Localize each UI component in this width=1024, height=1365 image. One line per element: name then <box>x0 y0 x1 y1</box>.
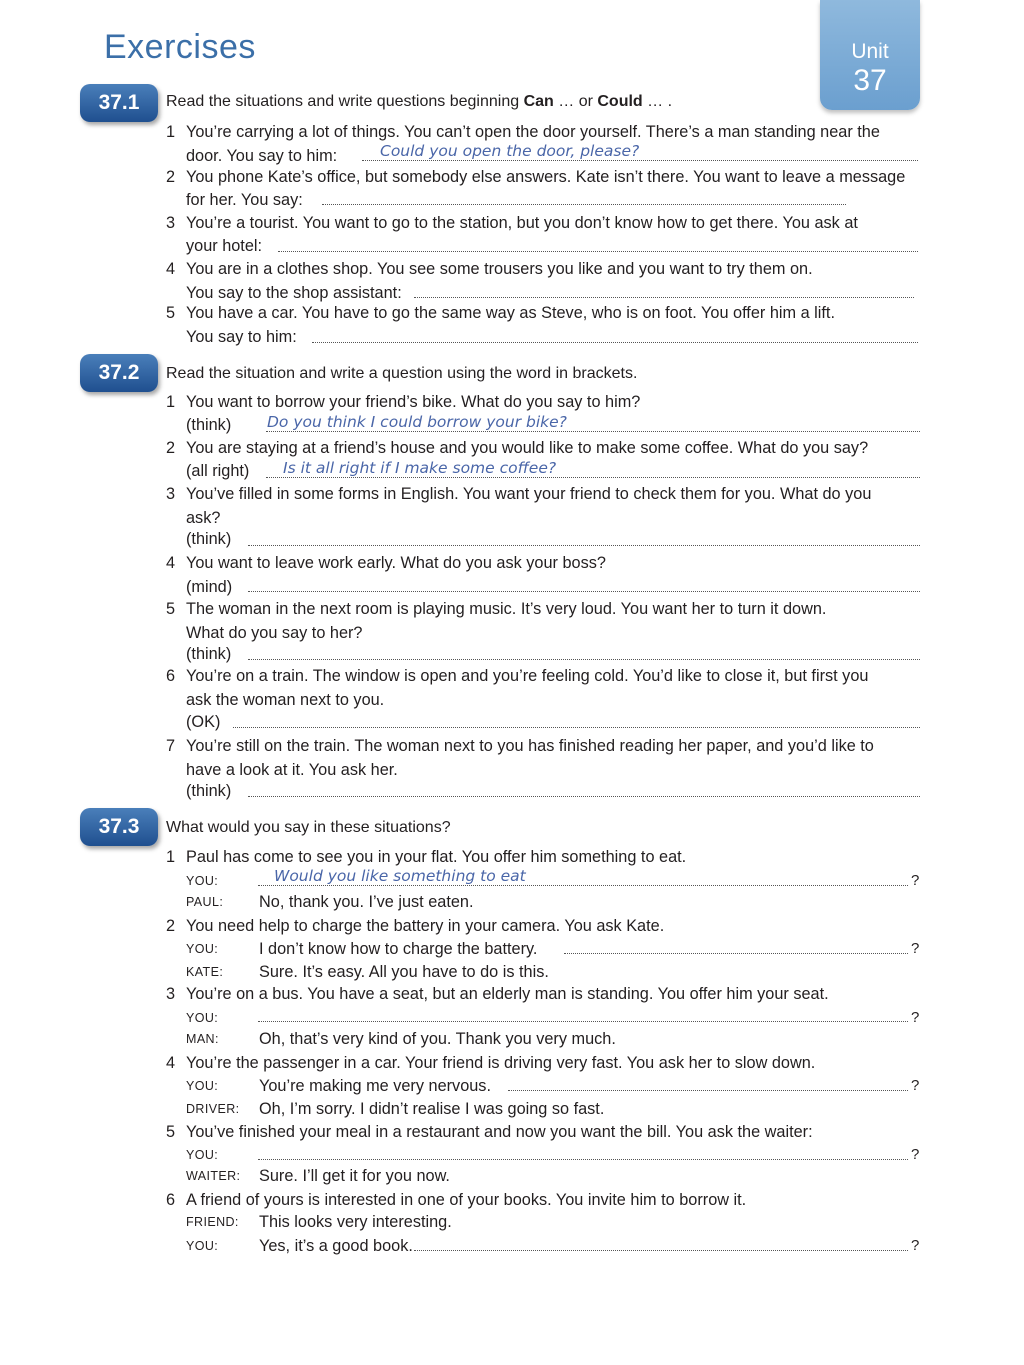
speaker-label: FRIEND: <box>186 1215 239 1229</box>
item-text: You’ve finished your meal in a restaurant and now you want the bill. You ask the waiter: <box>186 1123 813 1141</box>
bracket-word: (think) <box>186 782 232 800</box>
item-text: The woman in the next room is playing music. It’s very loud. You want her to turn it down. <box>186 600 827 618</box>
item-number: 5 <box>166 1123 176 1141</box>
item-number: 2 <box>166 168 176 186</box>
item-text: You’re still on the train. The woman next to you has finished reading her paper, and you’d like to <box>186 737 874 755</box>
item-number: 1 <box>166 123 176 141</box>
item-text: You phone Kate’s office, but somebody else answers. Kate isn’t there. You want to leave a message <box>186 168 906 186</box>
bracket-word: (think) <box>186 530 232 548</box>
answer-line[interactable] <box>248 659 920 660</box>
item-number: 5 <box>166 600 176 618</box>
item-text: You want to borrow your friend’s bike. What do you say to him? <box>186 393 641 411</box>
speaker-label: PAUL: <box>186 895 224 909</box>
item-text: You’re on a bus. You have a seat, but an elderly man is standing. You offer him your seat. <box>186 985 829 1003</box>
item-number: 4 <box>166 1054 176 1072</box>
exercise-instruction: Read the situation and write a question using the word in brackets. <box>166 365 638 382</box>
item-text: Paul has come to see you in your flat. You offer him something to eat. <box>186 848 687 866</box>
answer-line[interactable] <box>278 251 918 252</box>
question-mark: ? <box>911 872 920 889</box>
answer-line[interactable] <box>258 1021 908 1022</box>
bracket-word: (OK) <box>186 713 221 731</box>
answer-line[interactable] <box>266 431 920 432</box>
question-mark: ? <box>911 1237 920 1254</box>
question-mark: ? <box>911 1146 920 1163</box>
item-text: door. You say to him: <box>186 147 338 165</box>
item-number: 3 <box>166 485 176 503</box>
item-text: You’re carrying a lot of things. You can’t open the door yourself. There’s a man standing near the <box>186 123 880 141</box>
dialogue-line: This looks very interesting. <box>259 1213 452 1231</box>
question-mark: ? <box>911 1077 920 1094</box>
unit-number: 37 <box>853 64 887 97</box>
bracket-word: (think) <box>186 645 232 663</box>
instruction-text: … or <box>553 93 598 110</box>
item-number: 1 <box>166 848 176 866</box>
question-mark: ? <box>911 940 920 957</box>
dialogue-line: Sure. It’s easy. All you have to do is this. <box>259 963 549 981</box>
speaker-label: YOU: <box>186 874 219 888</box>
answer-line[interactable] <box>248 591 920 592</box>
answer-line[interactable] <box>248 796 920 797</box>
item-number: 4 <box>166 554 176 572</box>
item-text: You’re on a train. The window is open and you’re feeling cold. You’d like to close it, but first you <box>186 667 869 685</box>
speaker-label: DRIVER: <box>186 1102 240 1116</box>
item-number: 2 <box>166 439 176 457</box>
speaker-label: YOU: <box>186 1148 219 1162</box>
item-text: You want to leave work early. What do you ask your boss? <box>186 554 606 572</box>
item-text: your hotel: <box>186 237 263 255</box>
sample-answer: Would you like something to eat <box>274 867 526 885</box>
instruction-bold-can: Can <box>523 93 554 110</box>
item-number: 1 <box>166 393 176 411</box>
speaker-label: YOU: <box>186 1011 219 1025</box>
item-text: You say to the shop assistant: <box>186 284 402 302</box>
dialogue-line: Oh, I’m sorry. I didn’t realise I was going so fast. <box>259 1100 605 1118</box>
instruction-text: Read the situations and write questions beginning <box>166 93 524 110</box>
answer-line[interactable] <box>414 297 914 298</box>
answer-line[interactable] <box>312 342 918 343</box>
item-text: for her. You say: <box>186 191 303 209</box>
exercise-badge-37-3: 37.3 <box>80 808 158 846</box>
answer-line[interactable] <box>258 885 908 886</box>
answer-line[interactable] <box>248 545 920 546</box>
dialogue-line: I don’t know how to charge the battery. <box>259 940 538 958</box>
instruction-text: … . <box>642 93 673 110</box>
sample-answer: Is it all right if I make some coffee? <box>283 459 557 477</box>
item-number: 3 <box>166 985 176 1003</box>
speaker-label: WAITER: <box>186 1169 241 1183</box>
dialogue-line: You’re making me very nervous. <box>259 1077 491 1095</box>
item-text: You’ve filled in some forms in English. You want your friend to check them for you. What do you <box>186 485 872 503</box>
exercise-badge-37-1: 37.1 <box>80 84 158 122</box>
unit-label: Unit <box>851 40 889 63</box>
speaker-label: YOU: <box>186 942 219 956</box>
exercise-instruction <box>166 93 672 111</box>
item-text: You say to him: <box>186 328 297 346</box>
dialogue-line: Sure. I’ll get it for you now. <box>259 1167 450 1185</box>
page-title: Exercises <box>104 28 256 66</box>
sample-answer: Do you think I could borrow your bike? <box>267 413 567 431</box>
speaker-label: YOU: <box>186 1239 219 1253</box>
item-number: 6 <box>166 667 176 685</box>
exercise-badge-37-2: 37.2 <box>80 354 158 392</box>
item-text: You need help to charge the battery in your camera. You ask Kate. <box>186 917 665 935</box>
answer-line[interactable] <box>322 204 846 205</box>
item-text: have a look at it. You ask her. <box>186 761 398 779</box>
bracket-word: (all right) <box>186 462 250 480</box>
bracket-word: (think) <box>186 416 232 434</box>
item-text: ask the woman next to you. <box>186 691 385 709</box>
sample-answer: Could you open the door, please? <box>380 142 640 160</box>
exercise-instruction: What would you say in these situations? <box>166 819 451 836</box>
item-number: 2 <box>166 917 176 935</box>
item-number: 7 <box>166 737 176 755</box>
instruction-bold-could: Could <box>597 93 643 110</box>
item-text: What do you say to her? <box>186 624 363 642</box>
item-text: A friend of yours is interested in one of your books. You invite him to borrow it. <box>186 1191 747 1209</box>
item-number: 6 <box>166 1191 176 1209</box>
answer-line[interactable] <box>414 1250 908 1251</box>
item-text: You’re the passenger in a car. Your friend is driving very fast. You ask her to slow down. <box>186 1054 816 1072</box>
speaker-label: KATE: <box>186 965 224 979</box>
item-text: You’re a tourist. You want to go to the station, but you don’t know how to get there. You ask at <box>186 214 858 232</box>
speaker-label: MAN: <box>186 1032 219 1046</box>
question-mark: ? <box>911 1009 920 1026</box>
answer-line[interactable] <box>362 160 918 161</box>
answer-line[interactable] <box>564 953 908 954</box>
answer-line[interactable] <box>508 1090 908 1091</box>
dialogue-line: No, thank you. I’ve just eaten. <box>259 893 474 911</box>
item-number: 3 <box>166 214 176 232</box>
item-number: 4 <box>166 260 176 278</box>
item-text: ask? <box>186 509 221 527</box>
answer-line[interactable] <box>233 727 920 728</box>
bracket-word: (mind) <box>186 578 233 596</box>
answer-line[interactable] <box>266 477 920 478</box>
unit-tab <box>820 0 920 110</box>
item-number: 5 <box>166 304 176 322</box>
answer-line[interactable] <box>258 1159 908 1160</box>
dialogue-line: Yes, it’s a good book. <box>259 1237 413 1255</box>
item-text: You have a car. You have to go the same way as Steve, who is on foot. You offer him a lift. <box>186 304 835 322</box>
speaker-label: YOU: <box>186 1079 219 1093</box>
item-text: You are in a clothes shop. You see some trousers you like and you want to try them on. <box>186 260 813 278</box>
item-text: You are staying at a friend’s house and you would like to make some coffee. What do you say? <box>186 439 869 457</box>
dialogue-line: Oh, that’s very kind of you. Thank you very much. <box>259 1030 616 1048</box>
